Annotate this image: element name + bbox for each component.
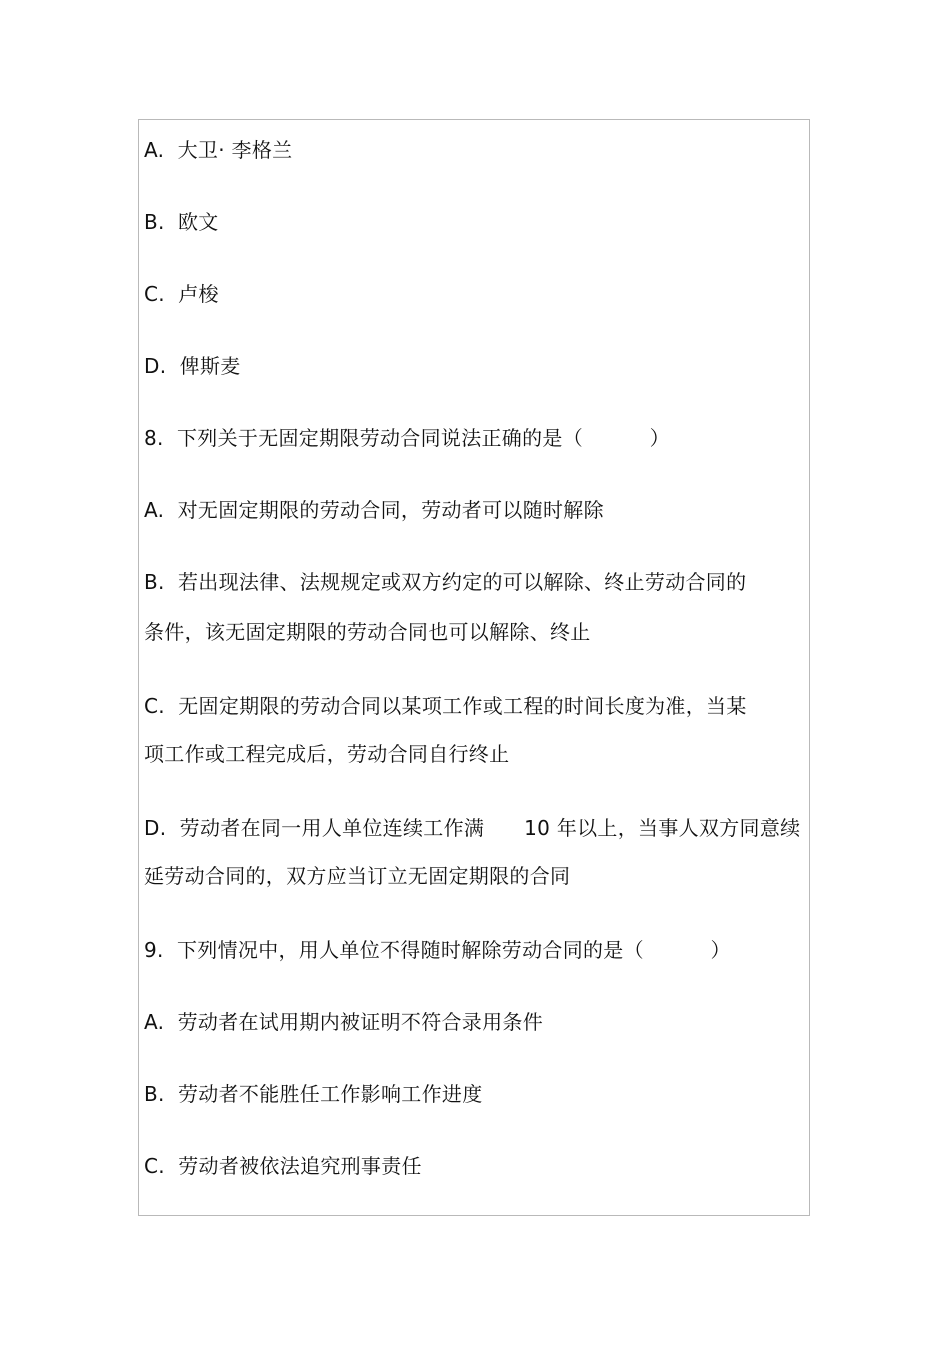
q8-option-c: C. 无固定期限的劳动合同以某项工作或工程的时间长度为准，当某	[144, 694, 747, 718]
q8-option-c-continued: 项工作或工程完成后，劳动合同自行终止	[144, 742, 510, 766]
q7-option-c: C. 卢梭	[144, 282, 219, 306]
q9-option-c: C. 劳动者被依法追究刑事责任	[144, 1154, 422, 1178]
q8-option-d-continued: 延劳动合同的，双方应当订立无固定期限的合同	[144, 864, 571, 888]
question-8: 8. 下列关于无固定期限劳动合同说法正确的是（ ）	[144, 426, 670, 450]
question-9: 9. 下列情况中，用人单位不得随时解除劳动合同的是（ ）	[144, 938, 731, 962]
q8-option-b-continued: 条件，该无固定期限的劳动合同也可以解除、终止	[144, 620, 591, 644]
q9-option-b: B. 劳动者不能胜任工作影响工作进度	[144, 1082, 483, 1106]
q7-option-b: B. 欧文	[144, 210, 219, 234]
q7-option-d: D. 俾斯麦	[144, 354, 241, 378]
q8-option-d: D. 劳动者在同一用人单位连续工作满 10 年以上，当事人双方同意续	[144, 816, 801, 840]
q8-option-b: B. 若出现法律、法规规定或双方约定的可以解除、终止劳动合同的	[144, 570, 747, 594]
document-frame	[138, 119, 810, 1216]
q8-option-a: A. 对无固定期限的劳动合同，劳动者可以随时解除	[144, 498, 604, 522]
q9-option-a: A. 劳动者在试用期内被证明不符合录用条件	[144, 1010, 544, 1034]
q7-option-a: A. 大卫· 李格兰	[144, 138, 293, 162]
